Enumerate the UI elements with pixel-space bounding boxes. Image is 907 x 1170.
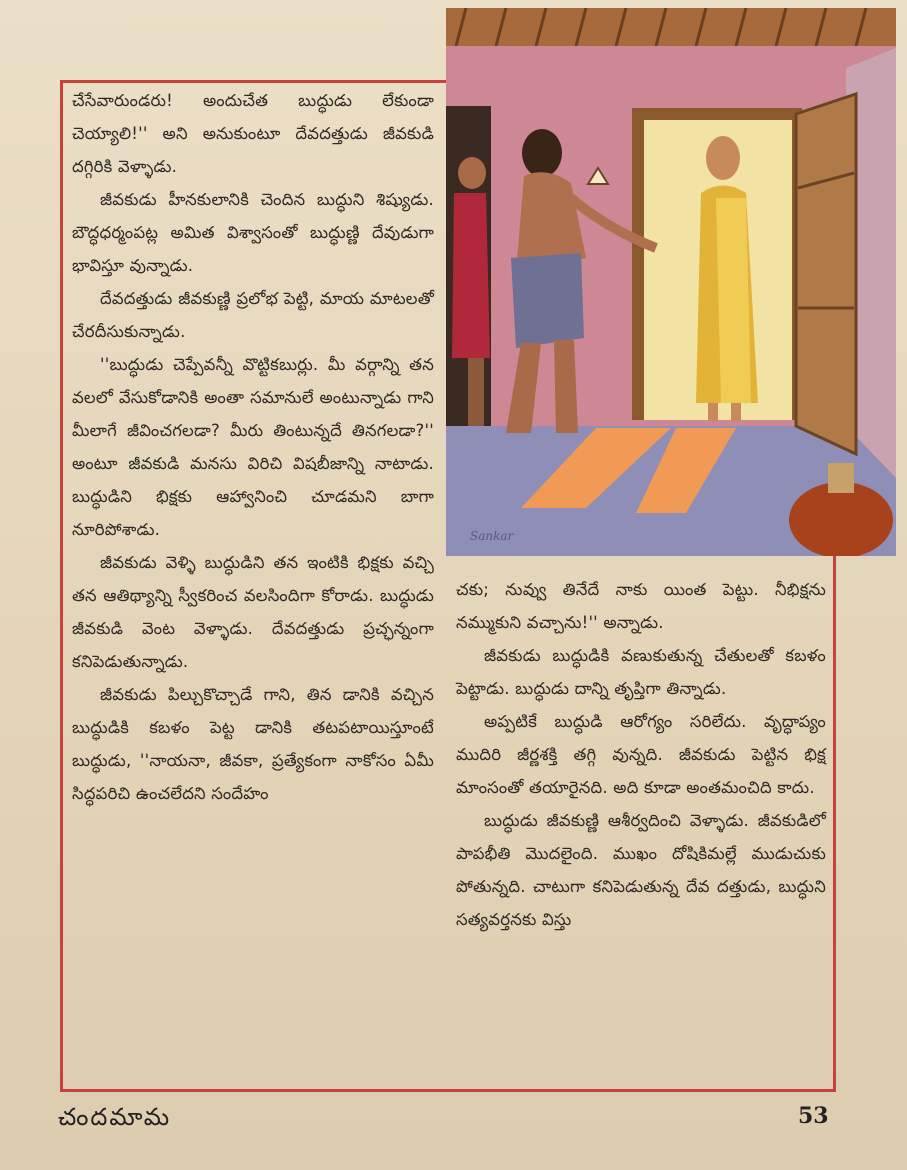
artist-signature: Sankar	[470, 529, 514, 543]
paragraph: ''బుద్ధుడు చెప్పేవన్నీ వొట్టికబుర్లు. మీ వర్గాన్ని తన వలలో వేసుకోడానికి అంతా సమానులే అంటున్నాడు గాని మీలాగే జీవించగలడా? మీరు తింటున్నదే తినగలడా?'' అంటూ జీవకుడి మనసు విరిచి విషబీజాన్ని నాటాడు. బుద్ధుడిని భిక్షకు ఆహ్వానించి చూడమని బాగా నూరిపోశాడు.	[72, 355, 434, 539]
paragraph: జీవకుడు బుద్ధుడికి వణుకుతున్న చేతులతో కబళం పెట్టాడు. బుద్ధుడు దాన్ని తృప్తిగా తిన్నాడు.	[456, 646, 826, 698]
paragraph: బుద్ధుడు జీవకుణ్ణి ఆశీర్వదించి వెళ్ళాడు. జీవకుడిలో పాపభీతి మొదలైంది. ముఖం దోషికిమల్లే ముడుచుకు పోతున్నది. చాటుగా కనిపెడుతున్న దేవ దత్తుడు, బుద్ధుని సత్యవర్తనకు విస్తు	[456, 811, 826, 929]
paragraph: చకు; నువ్వు తినేదే నాకు యింత పెట్టు. నీభిక్షను నమ్ముకుని వచ్చాను!'' అన్నాడు.	[456, 580, 826, 632]
border-top-left	[60, 80, 446, 83]
border-right	[833, 556, 836, 1092]
right-column	[456, 573, 826, 936]
paragraph: జీవకుడు పిల్చుకొచ్చాడే గాని, తిన డానికి వచ్చిన బుద్ధుడికి కబళం పెట్ట డానికి తటపటాయిస్తూంటే బుద్ధుడు, ''నాయనా, జీవకా, ప్రత్యేకంగా నాకోసం ఏమీ సిద్ధపరిచి ఉంచలేదని సందేహం	[72, 685, 434, 803]
left-column	[72, 84, 434, 810]
page-number: 53	[798, 1103, 829, 1129]
paragraph: అప్పటికే బుద్ధుడి ఆరోగ్యం సరిలేదు. వృద్ధాప్యం ముదిరి జీర్ణశక్తి తగ్గి వున్నది. జీవకుడు పెట్టిన భిక్ష మాంసంతో తయారైనది. అది కూడా అంతమంచిది కాదు.	[456, 712, 826, 797]
paragraph: జీవకుడు హీనకులానికి చెందిన బుద్ధుని శిష్యుడు. బౌద్ధధర్మంపట్ల అమిత విశ్వాసంతో బుద్ధుణ్ణి దేవుడుగా భావిస్తూ వున్నాడు.	[72, 190, 434, 275]
paragraph: జీవకుడు వెళ్ళి బుద్ధుడిని తన ఇంటికి భిక్షకు వచ్చి తన ఆతిథ్యాన్ని స్వీకరించ వలసిందిగా కోరాడు. బుద్ధుడు జీవకుడి వెంట వెళ్ళాడు. దేవదత్తుడు ప్రచ్ఛన్నంగా కనిపెడుతున్నాడు.	[72, 553, 434, 671]
magazine-title: చందమామ	[58, 1103, 172, 1131]
paragraph: చేసేవారుండరు! అందుచేత బుద్ధుడు లేకుండా చెయ్యాలి!'' అని అనుకుంటూ దేవదత్తుడు జీవకుడి దగ్గిరికి వెళ్ళాడు.	[72, 91, 434, 176]
illustration-buddha-jivaka	[446, 8, 896, 556]
paragraph: దేవదత్తుడు జీవకుణ్ణి ప్రలోభ పెట్టి, మాయ మాటలతో చేరదీసుకున్నాడు.	[72, 289, 434, 341]
border-bottom	[60, 1089, 836, 1092]
border-left	[60, 80, 63, 1092]
